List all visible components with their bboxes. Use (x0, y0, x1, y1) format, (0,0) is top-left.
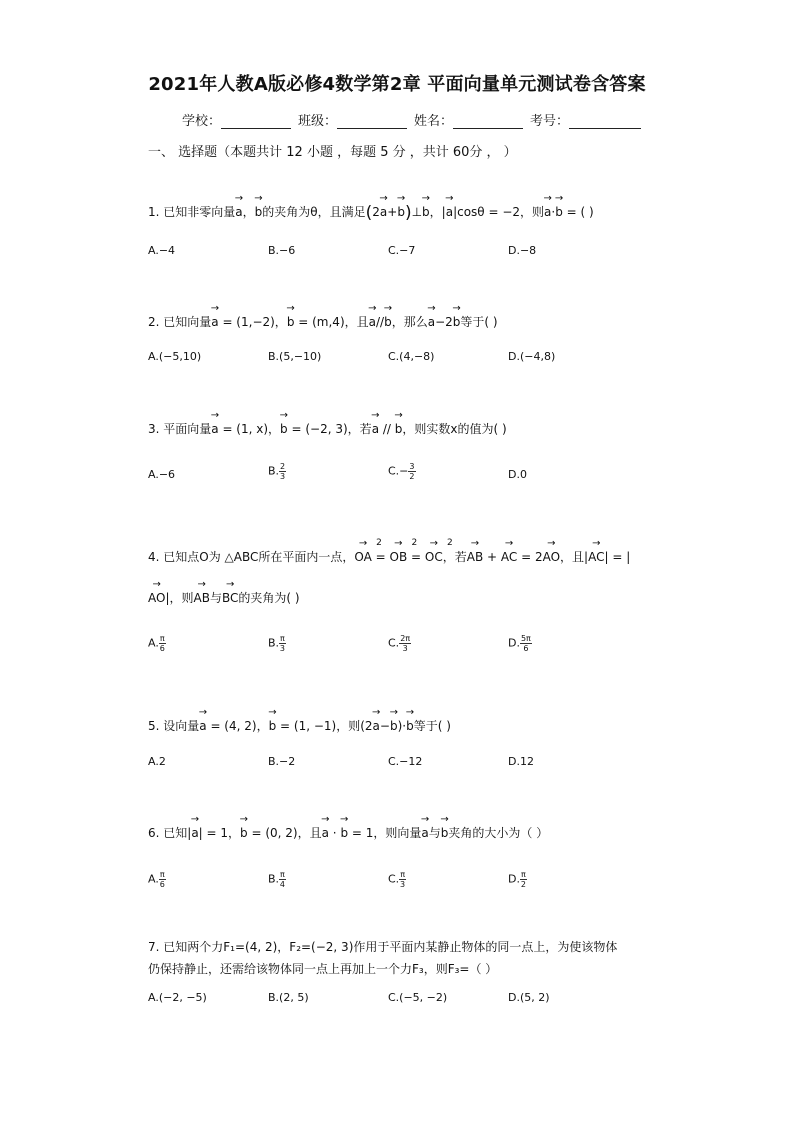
q7-option-c[interactable]: C.(−5, −2) (388, 991, 448, 1004)
q4-option-b[interactable]: B. $\frac{\pi}{3}$ (268, 634, 285, 653)
q2-option-a[interactable]: A.(−5,10) (148, 350, 202, 363)
question-7-stem-line2: 仍保持静止，还需给该物体同一点上再加上一个力F₃，则F₃=（ ） (148, 962, 498, 976)
q6-option-d[interactable]: D. $\frac{\pi}{2}$ (508, 870, 526, 889)
question-4-stem-line1: 4. 已知点O为 △ABC所在平面内一点，→ OA 2 = → OB 2 = → OC 2，若→ AB + → AC = 2→ AO，且|→ AC| = | (148, 550, 630, 564)
vector-a: → a (235, 205, 242, 219)
question-1-stem: 1. 已知非零向量→ a，→ b的夹角为θ，且满足(2→ a+→ b)⊥→ b，|→ a|cosθ = −2，则→ a·→ b = ( ) (148, 205, 594, 220)
number-field[interactable] (530, 110, 641, 129)
school-field[interactable] (182, 110, 291, 129)
q5-option-a[interactable]: A.2 (148, 755, 166, 768)
q3-option-a[interactable]: A.−6 (148, 468, 176, 481)
q3-option-d[interactable]: D.0 (508, 468, 527, 481)
q1-option-c[interactable]: C.−7 (388, 244, 416, 257)
q1-option-b[interactable]: B.−6 (268, 244, 296, 257)
class-field[interactable] (298, 110, 407, 129)
q6-option-a[interactable]: A. $\frac{\pi}{6}$ (148, 870, 165, 889)
q3-option-b[interactable]: B. $\frac{2}{3}$ (268, 462, 286, 481)
q5-option-d[interactable]: D.12 (508, 755, 534, 768)
school-label: 学校： (182, 114, 222, 129)
question-6-stem: 6. 已知|→ a| = 1，→ b = (0, 2)，且→ a · → b = 1，则向量→ a与→ b夹角的大小为（ ） (148, 826, 548, 840)
q5-option-c[interactable]: C.−12 (388, 755, 423, 768)
class-blank[interactable] (337, 115, 407, 129)
q1-option-d[interactable]: D.−8 (508, 244, 537, 257)
q5-option-b[interactable]: B.−2 (268, 755, 296, 768)
class-label: 班级： (298, 114, 338, 129)
number-label: 考号： (530, 114, 570, 129)
q2-option-d[interactable]: D.(−4,8) (508, 350, 556, 363)
q7-option-b[interactable]: B.(2, 5) (268, 991, 309, 1004)
q6-option-b[interactable]: B. $\frac{\pi}{4}$ (268, 870, 285, 889)
section-heading: 一、 选择题（本题共计 12 小题 ，每题 5 分 ，共计 60分 ， ） (148, 145, 517, 160)
q1-option-a[interactable]: A.−4 (148, 244, 176, 257)
q4-option-a[interactable]: A. $\frac{\pi}{6}$ (148, 634, 165, 653)
name-label: 姓名： (414, 114, 454, 129)
name-field[interactable] (414, 110, 523, 129)
fraction: $\frac{2}{3}$ (280, 462, 286, 481)
question-4-stem-line2: → AO|，则→ AB与→ BC的夹角为( ) (148, 591, 300, 605)
number-blank[interactable] (569, 115, 641, 129)
q2-option-c[interactable]: C.(4,−8) (388, 350, 435, 363)
question-7-stem-line1: 7. 已知两个力F₁=(4, 2)，F₂=(−2, 3)作用于平面内某静止物体的同一点上，为使该物体 (148, 940, 618, 954)
question-2-stem: 2. 已知向量→ a = (1,−2)，→ b = (m,4)，且→ a//→ b，那么→ a−2→ b等于( ) (148, 315, 498, 329)
q4-option-c[interactable]: C. $\frac{2\pi}{3}$ (388, 634, 411, 653)
q2-option-b[interactable]: B.(5,−10) (268, 350, 322, 363)
school-blank[interactable] (221, 115, 291, 129)
question-3-stem: 3. 平面向量→ a = (1, x)，→ b = (−2, 3)，若→ a // → b，则实数x的值为( ) (148, 422, 507, 436)
q3-option-c[interactable]: C.− $\frac{3}{2}$ (388, 462, 415, 481)
q4-option-d[interactable]: D. $\frac{5\pi}{6}$ (508, 634, 531, 653)
fraction: $\frac{3}{2}$ (409, 462, 415, 481)
name-blank[interactable] (453, 115, 523, 129)
q7-option-a[interactable]: A.(−2, −5) (148, 991, 207, 1004)
page-title: 2021年人教A版必修4数学第2章 平面向量单元测试卷含答案 (148, 74, 646, 95)
q6-option-c[interactable]: C. $\frac{\pi}{3}$ (388, 870, 406, 889)
q7-option-d[interactable]: D.(5, 2) (508, 991, 550, 1004)
question-5-stem: 5. 设向量→ a = (4, 2)，→ b = (1, −1)，则(2→ a−→ b)·→ b等于( ) (148, 719, 451, 733)
vector-b: → b (255, 205, 263, 219)
